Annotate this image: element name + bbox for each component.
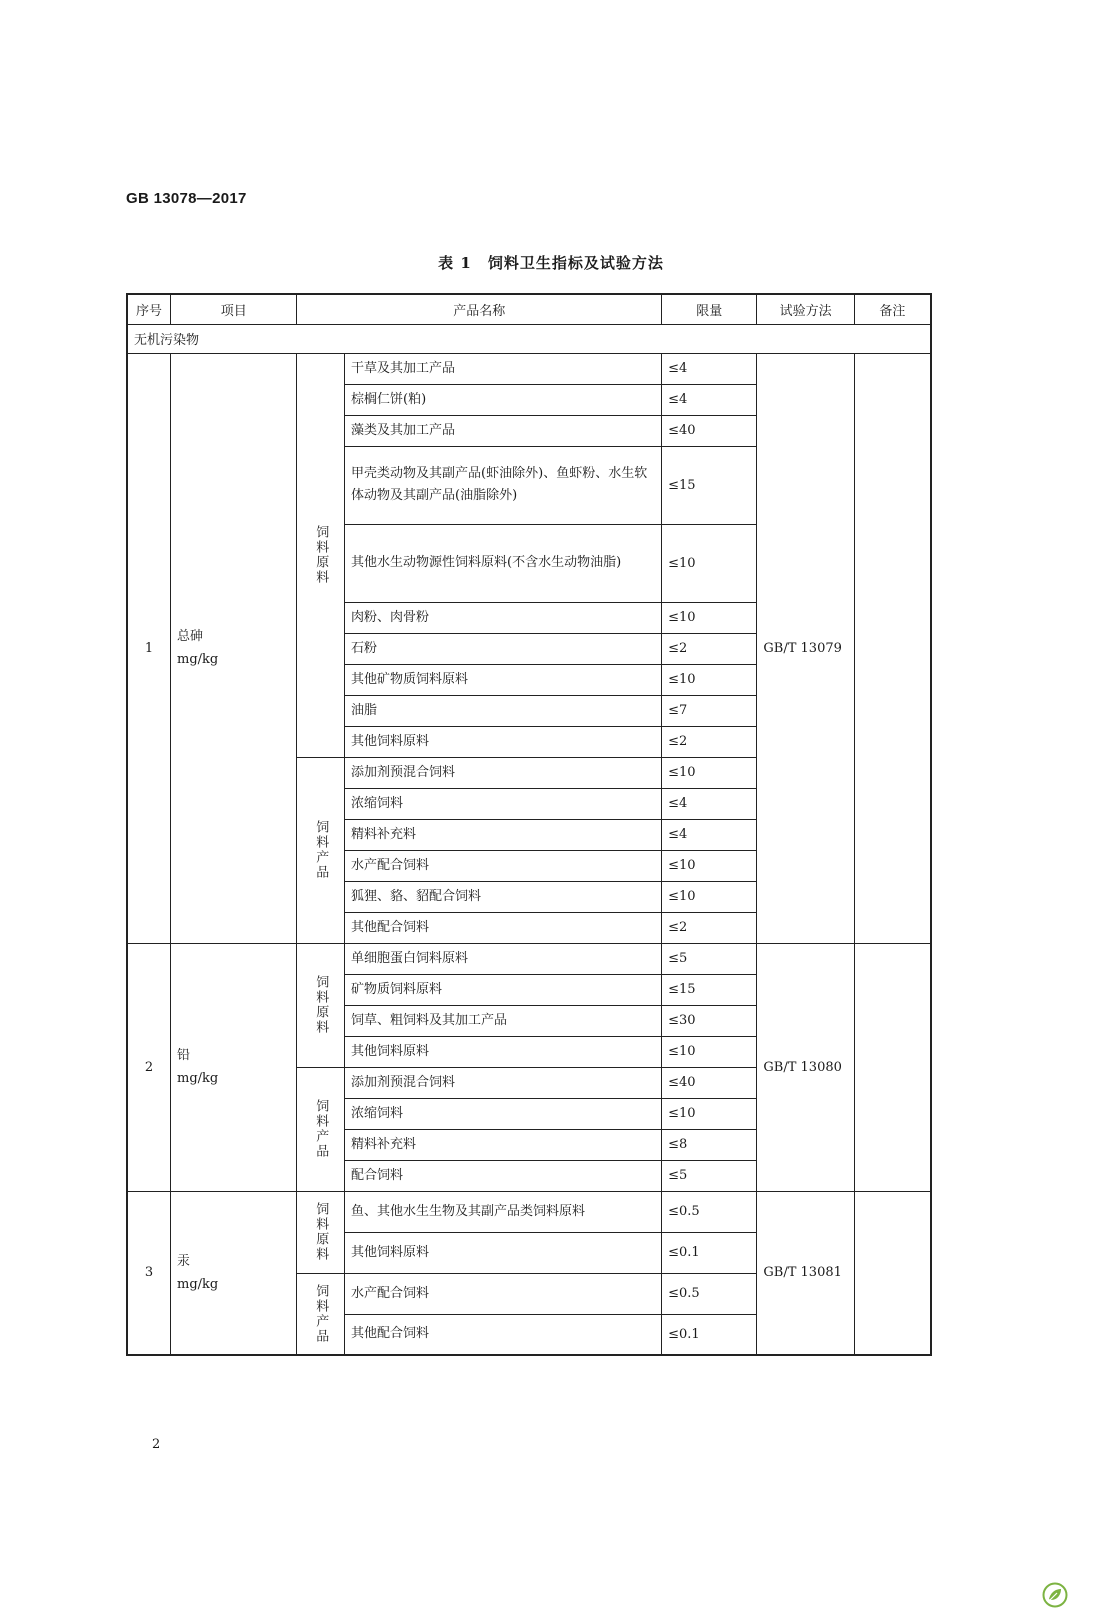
row-no: 1 [127, 353, 171, 943]
item-unit: mg/kg [177, 1276, 219, 1292]
col-header-remark: 备注 [854, 294, 931, 324]
product-name: 肉粉、肉骨粉 [345, 602, 662, 633]
limit-value: ≤7 [662, 695, 757, 726]
limit-value: ≤10 [662, 1098, 757, 1129]
page-number: 2 [152, 1437, 161, 1452]
col-header-product: 产品名称 [297, 294, 662, 324]
product-name: 石粉 [345, 633, 662, 664]
product-name: 其他饲料原料 [345, 1232, 662, 1273]
product-name: 干草及其加工产品 [345, 353, 662, 384]
limit-value: ≤10 [662, 602, 757, 633]
table-header-row [127, 294, 931, 324]
product-name: 其他水生动物源性饲料原料(不含水生动物油脂) [345, 524, 662, 602]
item-cell [171, 943, 297, 1191]
product-name: 甲壳类动物及其副产品(虾油除外)、鱼虾粉、水生软体动物及其副产品(油脂除外) [345, 446, 662, 524]
limit-value: ≤0.5 [662, 1273, 757, 1314]
product-name: 其他矿物质饲料原料 [345, 664, 662, 695]
limit-value: ≤8 [662, 1129, 757, 1160]
product-name: 配合饲料 [345, 1160, 662, 1191]
table-row [127, 353, 931, 384]
row-no: 3 [127, 1191, 171, 1355]
category-label: 饲料产品 [297, 1273, 345, 1355]
item-name: 汞 [177, 1253, 191, 1269]
table-title: 表 1 饲料卫生指标及试验方法 [438, 254, 664, 272]
remark-cell [854, 353, 931, 943]
product-name: 浓缩饲料 [345, 788, 662, 819]
limit-value: ≤4 [662, 353, 757, 384]
item-cell [171, 353, 297, 943]
limit-value: ≤4 [662, 819, 757, 850]
col-header-method: 试验方法 [757, 294, 854, 324]
category-label: 饲料原料 [297, 943, 345, 1067]
limit-value: ≤10 [662, 1036, 757, 1067]
product-name: 其他饲料原料 [345, 726, 662, 757]
limit-value: ≤2 [662, 633, 757, 664]
product-name: 狐狸、貉、貂配合饲料 [345, 881, 662, 912]
product-name: 水产配合饲料 [345, 1273, 662, 1314]
limit-value: ≤30 [662, 1005, 757, 1036]
product-name: 棕榈仁饼(粕) [345, 384, 662, 415]
product-name: 矿物质饲料原料 [345, 974, 662, 1005]
limit-value: ≤4 [662, 788, 757, 819]
category-label: 饲料产品 [297, 757, 345, 943]
limit-value: ≤10 [662, 524, 757, 602]
hygiene-indicator-table [126, 293, 932, 1356]
product-name: 添加剂预混合饲料 [345, 1067, 662, 1098]
limit-value: ≤15 [662, 446, 757, 524]
test-method: GB/T 13080 [757, 943, 854, 1191]
item-unit: mg/kg [177, 1071, 219, 1086]
product-name: 油脂 [345, 695, 662, 726]
remark-cell [854, 943, 931, 1191]
limit-value: ≤10 [662, 664, 757, 695]
standard-code: GB 13078—2017 [126, 190, 247, 207]
product-name: 鱼、其他水生生物及其副产品类饲料原料 [345, 1191, 662, 1232]
col-header-item: 项目 [171, 294, 297, 324]
test-method: GB/T 13081 [757, 1191, 854, 1355]
category-label: 饲料原料 [297, 353, 345, 757]
product-name: 其他饲料原料 [345, 1036, 662, 1067]
leaf-circle-icon [1042, 1582, 1068, 1608]
limit-value: ≤10 [662, 757, 757, 788]
limit-value: ≤10 [662, 881, 757, 912]
product-name: 水产配合饲料 [345, 850, 662, 881]
limit-value: ≤40 [662, 415, 757, 446]
product-name: 单细胞蛋白饲料原料 [345, 943, 662, 974]
category-label: 饲料原料 [297, 1191, 345, 1273]
group-label: 无机污染物 [127, 324, 931, 353]
product-name: 精料补充料 [345, 1129, 662, 1160]
limit-value: ≤40 [662, 1067, 757, 1098]
table-row [127, 943, 931, 974]
group-row [127, 324, 931, 353]
limit-value: ≤0.5 [662, 1191, 757, 1232]
limit-value: ≤5 [662, 943, 757, 974]
product-name: 其他配合饲料 [345, 912, 662, 943]
limit-value: ≤0.1 [662, 1232, 757, 1273]
test-method: GB/T 13079 [757, 353, 854, 943]
category-label: 饲料产品 [297, 1067, 345, 1191]
limit-value: ≤0.1 [662, 1314, 757, 1355]
product-name: 饲草、粗饲料及其加工产品 [345, 1005, 662, 1036]
limit-value: ≤2 [662, 726, 757, 757]
limit-value: ≤10 [662, 850, 757, 881]
product-name: 精料补充料 [345, 819, 662, 850]
product-name: 藻类及其加工产品 [345, 415, 662, 446]
item-cell [171, 1191, 297, 1355]
limit-value: ≤5 [662, 1160, 757, 1191]
limit-value: ≤4 [662, 384, 757, 415]
product-name: 浓缩饲料 [345, 1098, 662, 1129]
remark-cell [854, 1191, 931, 1355]
col-header-no: 序号 [127, 294, 171, 324]
table-row [127, 1191, 931, 1232]
item-name: 铅 [177, 1048, 191, 1063]
limit-value: ≤2 [662, 912, 757, 943]
row-no: 2 [127, 943, 171, 1191]
product-name: 添加剂预混合饲料 [345, 757, 662, 788]
product-name: 其他配合饲料 [345, 1314, 662, 1355]
item-name: 总砷 [177, 629, 204, 644]
item-unit: mg/kg [177, 652, 219, 667]
col-header-limit: 限量 [662, 294, 757, 324]
limit-value: ≤15 [662, 974, 757, 1005]
